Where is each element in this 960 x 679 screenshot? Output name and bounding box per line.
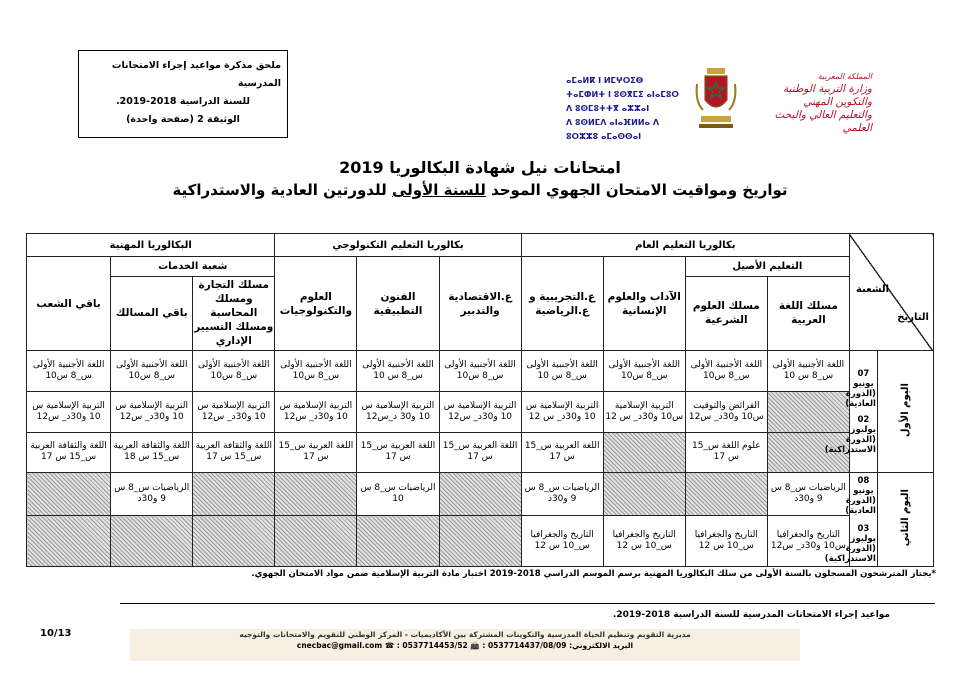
cell: الرياضيات س_8 س 9 و30د [521, 473, 603, 516]
amazigh-line-3: ⴷ ⵓⵙⵎⵓⵜⵜⴳ ⴰⵣⵣⴰⵏ [566, 104, 650, 113]
letterhead-amazigh [566, 74, 681, 144]
cell: التربية الإسلامية س10 و30د_ س 12 [603, 391, 685, 432]
cell: التاريخ والجغرافيا س_10 س 12 [603, 516, 685, 567]
cell: اللغة العربية س_15 س 17 [439, 432, 521, 473]
cell: التاريخ والجغرافيا س_10 س 12 [685, 516, 767, 567]
table-row [27, 391, 934, 432]
table-row [27, 473, 934, 516]
col-other-branches: باقي الشعب [27, 257, 111, 351]
day-first [877, 351, 933, 473]
col-other-tracks: باقي المسالك [111, 276, 193, 350]
page-subtitle [0, 181, 960, 199]
date-d2-makeup: 03 يوليوز (الدورة الاستدراكية) [824, 523, 876, 564]
cell: اللغة الأجنبية الأولى س_8 س 10 [767, 351, 849, 392]
cell: التاريخ والجغرافيا س_10 س 12 [521, 516, 603, 567]
amazigh-line-2: ⵜⴰⵎⵀⵍⵜ ⵏ ⵓⵙⴳⵎⵉ ⴰⵏⴰⵎⵓⵔ [566, 90, 679, 99]
subtitle-part-1: تواريخ ومواقيت الامتحان الجهوي الموحد [485, 181, 788, 199]
annex-box [78, 50, 288, 138]
empty-cell [193, 473, 275, 516]
col-sharia: مسلك العلوم الشرعية [685, 276, 767, 350]
cell: التربية الإسلامية س 10 و30د_ س12 [439, 391, 521, 432]
subtitle-underlined: للسنة الأولى [391, 181, 486, 199]
col-sciences-tech: العلوم والتكنولوجيات [275, 257, 357, 351]
cell: علوم اللغة س_15 س 17 [685, 432, 767, 473]
footer-divider [120, 603, 935, 604]
group-professional: البكالوريا المهنية [27, 234, 275, 257]
empty-cell [439, 473, 521, 516]
ministry-line-4: والتعليم العالي والبحث العلمي [774, 109, 872, 134]
header-row-2 [27, 257, 934, 276]
empty-cell [193, 516, 275, 567]
empty-cell [603, 432, 685, 473]
empty-cell [603, 473, 685, 516]
table-row [27, 432, 934, 473]
subgroup-original: التعليم الأصيل [685, 257, 849, 276]
cell: اللغة الأجنبية الأولى س_8 س10 [193, 351, 275, 392]
cell: اللغة الأجنبية الأولى س_8 س10 [685, 351, 767, 392]
cell: اللغة العربية س_15 س 17 [275, 432, 357, 473]
amazigh-line-4: ⴷ ⵓⵙⵍⵎⴷ ⴰⵏⴰⴼⵍⵍⴰ ⴷ ⵓⵔⵣⵣⵓ ⴰⵎⴰⵙⵙⴰⵏ [566, 118, 660, 141]
corner-top-label: الشعبة [855, 284, 890, 295]
corner-cell [849, 234, 933, 351]
empty-cell [439, 516, 521, 567]
annex-line-2: للسنة الدراسية 2018-2019. [116, 96, 250, 107]
cell: الفرائض والتوقيت س10 و30د_ س12 [685, 391, 767, 432]
cell: اللغة والثقافة العربية س_15 س 17 [193, 432, 275, 473]
cell: اللغة الأجنبية الأولى س_8 س10 [275, 351, 357, 392]
empty-cell [767, 391, 849, 432]
cell: اللغة العربية س_15 س 17 [357, 432, 439, 473]
date-d1-regular: 07 يونيو (الدورة العادية) [845, 368, 876, 409]
col-applied-arts: الفنون التطبيقية [357, 257, 439, 351]
letterhead-ministry [742, 70, 872, 135]
col-commerce: مسلك التجارة ومسلك المحاسبة ومسلك التسيير الإداري [193, 276, 275, 350]
subtitle-part-2: للدورتين العادية والاستدراكية [172, 181, 392, 199]
annex-line-3: الوثيقة 2 (صفحة واحدة) [126, 114, 240, 125]
col-experimental: ع.التجريبية و ع.الرياضية [521, 257, 603, 351]
empty-cell [111, 516, 193, 567]
amazigh-line-1: ⴰⵎⴰⵍⴽ ⵏ ⵍⵎⵖⵔⵉⴱ [566, 76, 644, 85]
corner-bottom-label: التاريخ [897, 312, 929, 323]
footnote: *يجتاز المترشحون المسجلون بالسنة الأولى من سلك البكالوريا المهنية برسم الموسم الدراسي 2018-2019 اختبار مادة التربية الإسلامية ضمن مواد الامتحان الجهوي. [251, 569, 936, 579]
day-second-label: اليوم الثاني [899, 489, 911, 547]
group-general: بكالوريا التعليم العام [521, 234, 849, 257]
footer-band-line-2: البريد الالكتروني: cnecbac@gmail.com ☎ : 0537714453/52 📠 : 0537714437/08/09 [296, 641, 634, 650]
cell: التربية الإسلامية س 10 و30 د_س12 [357, 391, 439, 432]
date-d1-makeup: 02 يوليوز (الدورة الاستدراكية) [824, 414, 876, 455]
date-d2-regular: 08 يونيو (الدورة العادية) [845, 475, 876, 516]
cell: اللغة العربية س_15 س 17 [521, 432, 603, 473]
cell: اللغة الأجنبية الأولى س_8 س10 [439, 351, 521, 392]
empty-cell [275, 516, 357, 567]
dates-day-1 [824, 351, 877, 473]
table-row [27, 516, 934, 567]
ministry-line-3: والتكوين المهني [803, 96, 872, 108]
cell: الرياضيات س_8 س 9 و30د [767, 473, 849, 516]
schedule-table [26, 233, 934, 567]
cell: التاريخ والجغرافيا س10 و30د_ س12 [767, 516, 849, 567]
day-second [877, 473, 933, 567]
empty-cell [27, 516, 111, 567]
subgroup-services: شعبة الخدمات [111, 257, 275, 276]
cell: التربية الإسلامية س 10 و30د_ س12 [275, 391, 357, 432]
table-row [27, 351, 934, 392]
annex-line-1: ملحق مذكرة مواعيد إجراء الامتحانات المدرسية [111, 60, 281, 89]
col-letters: الآداب والعلوم الإنسانية [603, 257, 685, 351]
cell: التربية الإسلامية س 10 و30د_ س12 [27, 391, 111, 432]
cell: الرياضيات س_8 س 9 و30د [111, 473, 193, 516]
cell: الرياضيات س_8 س 10 [357, 473, 439, 516]
ministry-line-2: وزارة التربية الوطنية [783, 83, 872, 95]
empty-cell [27, 473, 111, 516]
cell: اللغة الأجنبية الأولى س_8 س10 [603, 351, 685, 392]
empty-cell [357, 516, 439, 567]
cell: التربية الإسلامية س 10 و30د_ س12 [111, 391, 193, 432]
cell: اللغة الأجنبية الأولى س_8 س 10 [521, 351, 603, 392]
col-economics: ع.الاقتصادية والتدبير [439, 257, 521, 351]
footer-doc-line: مواعيد إجراء الامتحانات المدرسية للسنة الدراسية 2018-2019. [612, 610, 890, 620]
coat-of-arms-icon [693, 66, 739, 130]
footer-band [130, 629, 800, 661]
header-row-1 [27, 234, 934, 257]
cell: اللغة الأجنبية الأولى س_8 س 10 [357, 351, 439, 392]
cell: اللغة الأجنبية الأولى س_8 س10 [111, 351, 193, 392]
cell: اللغة والثقافة العربية س_15 س 17 [27, 432, 111, 473]
page-title: امتحانات نيل شهادة البكالوريا 2019 [339, 158, 621, 177]
cell: التربية الإسلامية س 10 و30د_ س 12 [521, 391, 603, 432]
page-number: 10/13 [40, 628, 72, 639]
cell: اللغة والثقافة العربية س_15 س 18 [111, 432, 193, 473]
footer-band-line-1: مديرية التقويم وتنظيم الحياة المدرسية والتكوينات المشتركة بين الأكاديميات - المركز الوطني للتقويم والامتحانات والتوجيه [239, 630, 691, 639]
cell: التربية الإسلامية س 10 و30د_ س12 [193, 391, 275, 432]
ministry-line-1: المملكة المغربية [817, 72, 872, 81]
col-arabic-lang: مسلك اللغة العربية [767, 276, 849, 350]
empty-cell [275, 473, 357, 516]
group-technological: بكالوريا التعليم التكنولوجي [275, 234, 521, 257]
day-first-label: اليوم الأول [899, 382, 911, 437]
empty-cell [685, 473, 767, 516]
dates-day-2 [824, 473, 877, 567]
cell: اللغة الأجنبية الأولى س_8 س10 [27, 351, 111, 392]
